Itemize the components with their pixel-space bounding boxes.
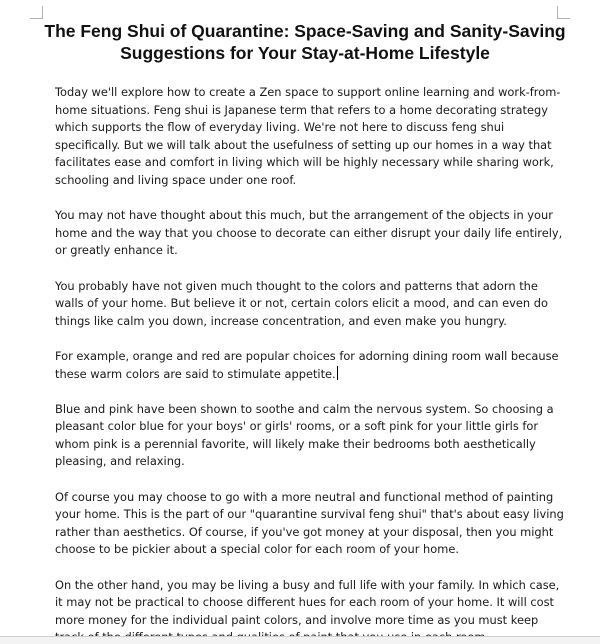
status-bar — [0, 636, 600, 644]
text-cursor — [337, 366, 338, 380]
paragraph-4[interactable] — [55, 348, 565, 383]
paragraph-7[interactable]: On the other hand, you may be living a busy and full life with your family. In which case, it may not be practical to choose different hues for each room of your home. It will cost more money for the individual paint colors, and involve more time as you must keep — [55, 577, 560, 627]
paragraph-2[interactable]: You may not have thought about this much, but the arrangement of the objects in your home and the way that you choose to decorate can either disrupt your daily life entirely, or greatly enhance it. — [55, 208, 563, 258]
paragraph-3[interactable]: You probably have not given much thought to the colors and patterns that adorn the walls of your home. But believe it or not, certain colors elicit a mood, and can even do things like calm you down, increase concentration, and even make you hungry. — [55, 278, 548, 328]
paragraph-5[interactable]: Blue and pink have been shown to soothe and calm the nervous system. So choosing a pleasant color blue for your boys' or girls' rooms, or a soft pink for your little girls for whom pink is a perennial favorite, will likely make their bedrooms both aesthetically pleasing, and relaxing. — [55, 401, 554, 469]
paragraph-1[interactable]: Today we'll explore how to create a Zen space to support online learning and work-from-home situations. Feng shui is Japanese term that refers to a home decorating strategy which supports the flow of everyday living. We're not here to discuss feng shui specifically. But we will talk about the usefulness of setting up our homes in a way that facilitates ease and comfort in living which will be highly necessary while sharing work, schooling and living space under one roof. — [55, 85, 561, 187]
top-right-margin-marker — [557, 6, 570, 19]
top-left-margin-marker — [30, 6, 43, 19]
paragraph-4-text[interactable]: For example, orange and red are popular choices for adorning dining room wall because these warm colors are said to stimulate appetite. — [55, 348, 559, 381]
paragraph-6[interactable]: Of course you may choose to go with a more neutral and functional method of painting your home. This is the part of our "quarantine survival feng shui" that's about easy living rather than aesthetics. Of course, if you've got money at your disposal, then you might choose to be pickier about a special color for each room of your home. — [55, 489, 564, 557]
document-title[interactable]: The Feng Shui of Quarantine: Space-Saving and Sanity-Saving Suggestions for Your Stay-at-Home Lifestyle — [44, 21, 566, 63]
document-body[interactable] — [55, 84, 565, 644]
